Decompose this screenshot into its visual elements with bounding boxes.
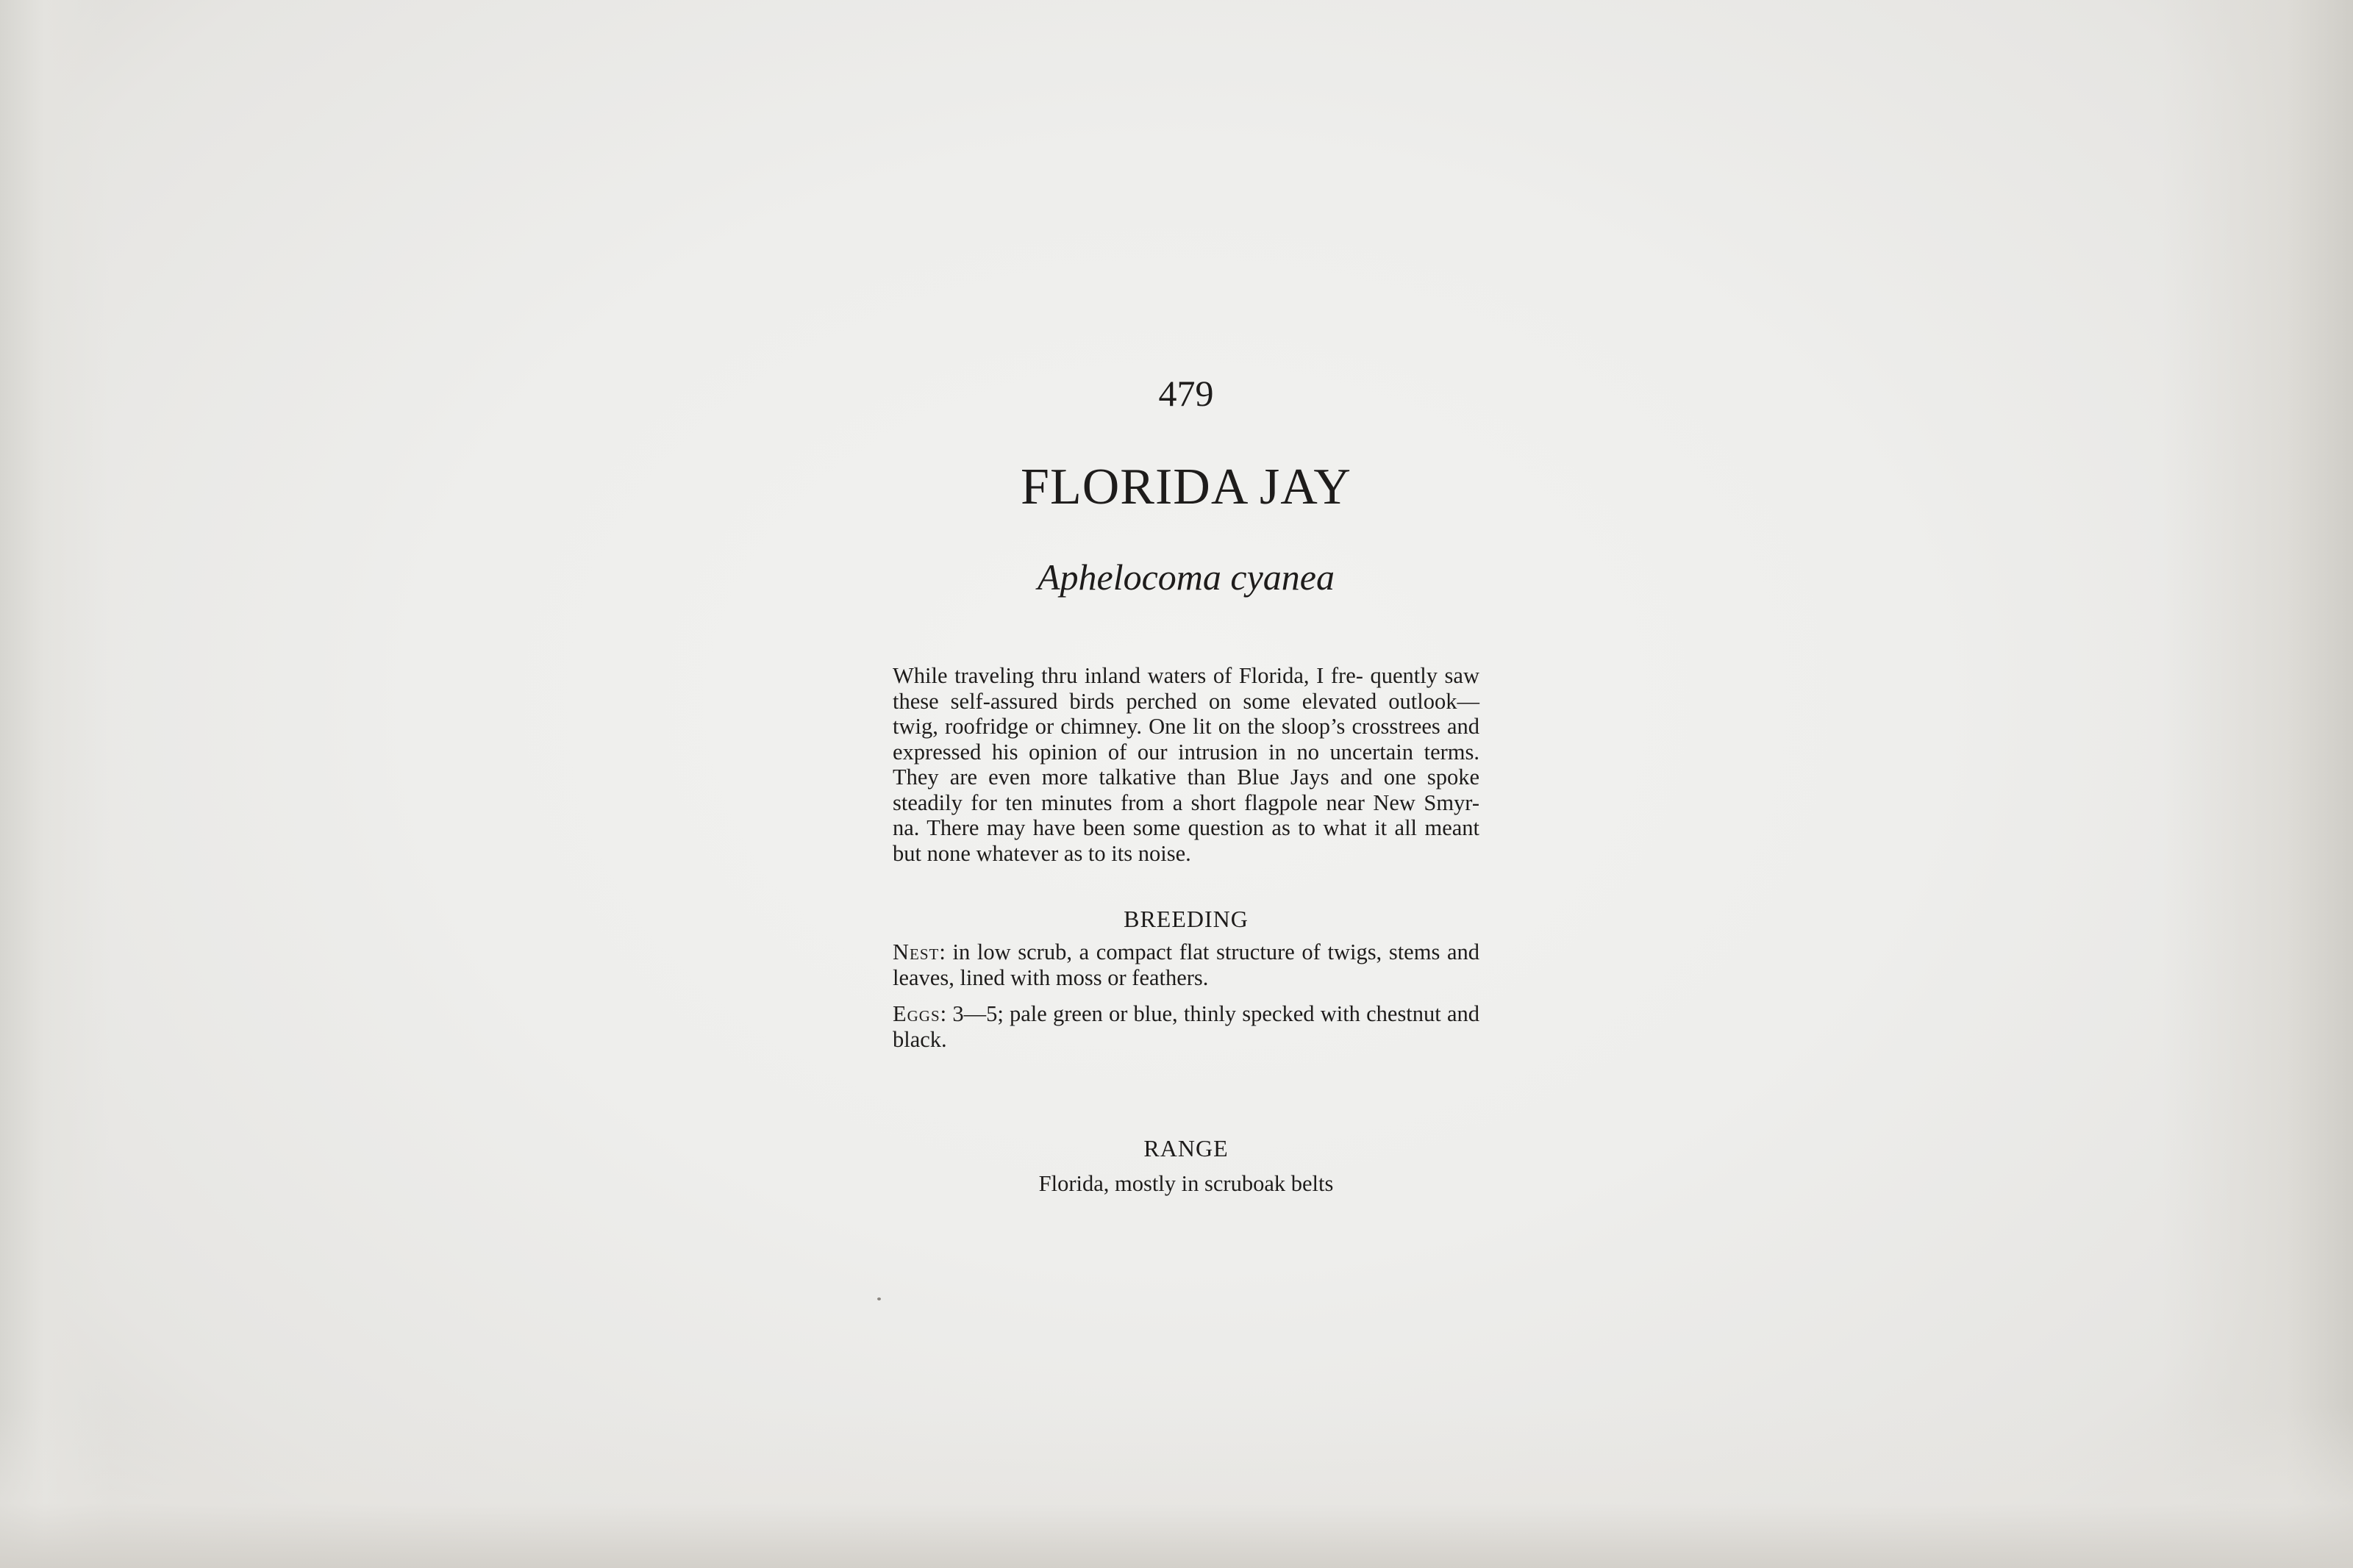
page-number: 479 [1158,373,1214,414]
species-title: FLORIDA JAY [1021,459,1352,515]
eggs-entry [893,1001,1479,1052]
range-text: Florida, mostly in scruboak belts [1038,1171,1334,1196]
paper-speck [877,1297,881,1300]
page-bottom-edge-shadow [0,1406,2353,1568]
breeding-heading: BREEDING [1124,906,1249,932]
page-right-edge-shadow [2162,0,2353,1568]
eggs-text: : 3—5; pale green or blue, thinly specked with chestnut and black. [893,1001,1479,1052]
scientific-name: Aphelocoma cyanea [1037,556,1335,598]
species-description: While traveling thru inland waters of Florida, I fre- quently saw these self-assured birds perched on some elevated outlook—twig, roofridge or chimney. One lit on the sloop’s crosstrees and expressed his opinion of our intrusion in no uncertain terms. They are even more talkative than Blue Jays and one spoke steadily for ten minutes from a short flagpole near New Smyr- na. There may have been some question as to what it all meant but none whatever as to its noise. [893,663,1479,866]
nest-label: Nest [893,939,940,964]
eggs-label: Eggs [893,1001,940,1026]
nest-text: : in low scrub, a compact flat structure of twigs, stems and leaves, lined with moss or feathers. [893,939,1479,990]
page-binding-shadow [0,0,110,1568]
nest-entry [893,939,1479,990]
range-heading: RANGE [1143,1135,1229,1161]
